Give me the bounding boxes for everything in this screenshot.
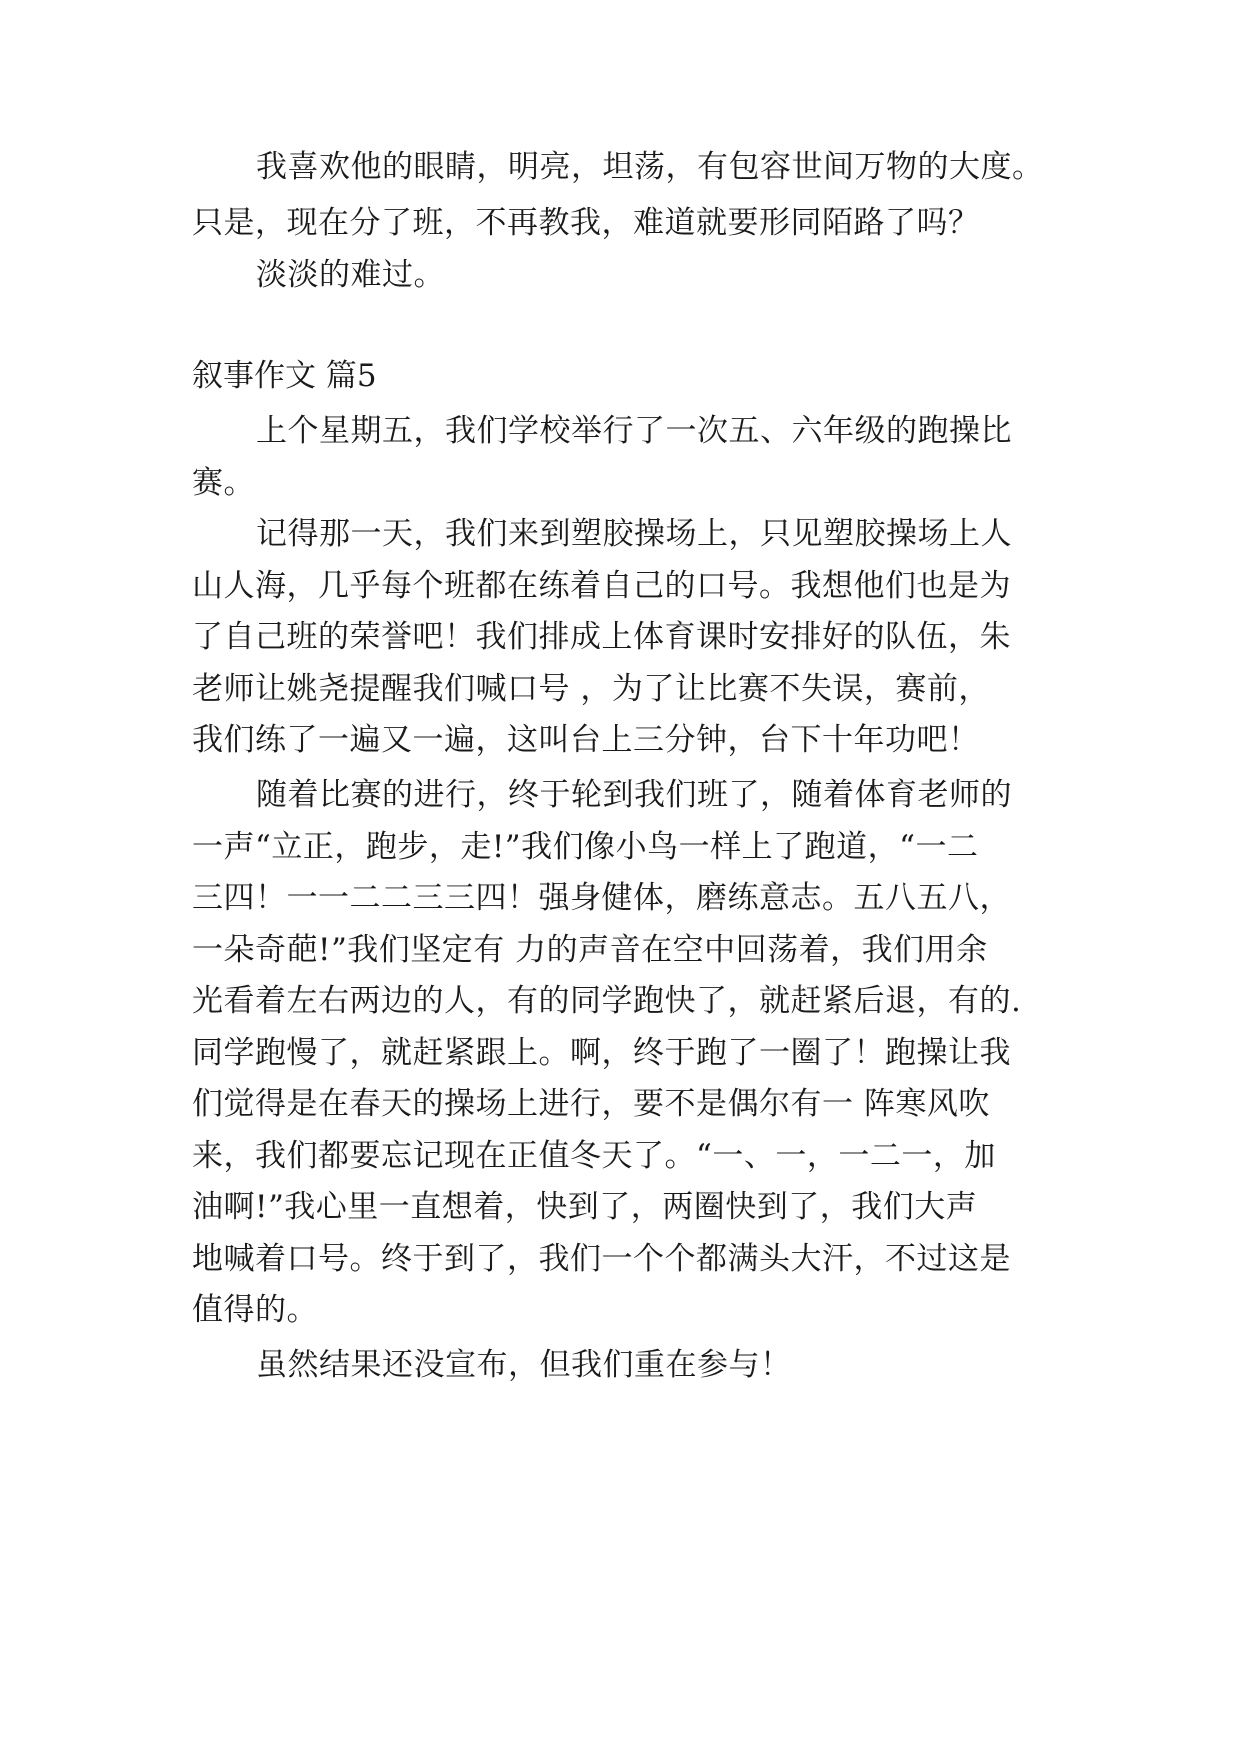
paragraph-line: 淡淡的难过。 xyxy=(256,257,445,293)
section-title: 叙事作文 篇5 xyxy=(192,358,377,394)
paragraph-line: 光看着左右两边的人，有的同学跑快了，就赶紧后退，有的. xyxy=(192,983,1022,1019)
paragraph-line: 一朵奇葩!”我们坚定有 力的声音在空中回荡着，我们用余 xyxy=(192,932,988,968)
paragraph-line: 记得那一天，我们来到塑胶操场上，只见塑胶操场上人 xyxy=(256,516,1012,552)
paragraph-line: 们觉得是在春天的操场上进行，要不是偶尔有一 阵寒风吹 xyxy=(192,1086,990,1122)
paragraph-line: 山人海，几乎每个班都在练着自己的口号。我想他们也是为 xyxy=(192,568,1011,604)
paragraph-line: 我喜欢他的眼睛，明亮，坦荡，有包容世间万物的大度。 xyxy=(256,149,1044,185)
paragraph-line: 虽然结果还没宣布，但我们重在参与！ xyxy=(256,1347,792,1383)
paragraph-line: 来，我们都要忘记现在正值冬天了。“一、一，一二一，加 xyxy=(192,1138,996,1174)
paragraph-line: 三四！一一二二三三四！强身健体，磨练意志。五八五八， xyxy=(192,880,1011,916)
paragraph-line: 了自己班的荣誉吧！我们排成上体育课时安排好的队伍，朱 xyxy=(192,619,1011,655)
paragraph-line: 同学跑慢了，就赶紧跟上。啊，终于跑了一圈了！跑操让我 xyxy=(192,1035,1011,1071)
paragraph-line: 上个星期五，我们学校举行了一次五、六年级的跑操比 xyxy=(256,413,1012,449)
paragraph-line: 一声“立正，跑步，走!”我们像小鸟一样上了跑道，“一二 xyxy=(192,829,979,865)
paragraph-line: 我们练了一遍又一遍，这叫台上三分钟，台下十年功吧！ xyxy=(192,722,980,758)
paragraph-line: 油啊!”我心里一直想着，快到了，两圈快到了，我们大声 xyxy=(192,1189,978,1225)
paragraph-line: 赛。 xyxy=(192,465,255,501)
paragraph-line: 值得的。 xyxy=(192,1292,318,1328)
paragraph-line: 随着比赛的进行，终于轮到我们班了，随着体育老师的 xyxy=(256,777,1012,813)
paragraph-line: 地喊着口号。终于到了，我们一个个都满头大汗，不过这是 xyxy=(192,1241,1011,1277)
paragraph-line: 只是，现在分了班，不再教我，难道就要形同陌路了吗？ xyxy=(192,205,980,241)
paragraph-line: 老师让姚尧提醒我们喊口号 ，为了让比赛不失误，赛前， xyxy=(192,671,990,707)
